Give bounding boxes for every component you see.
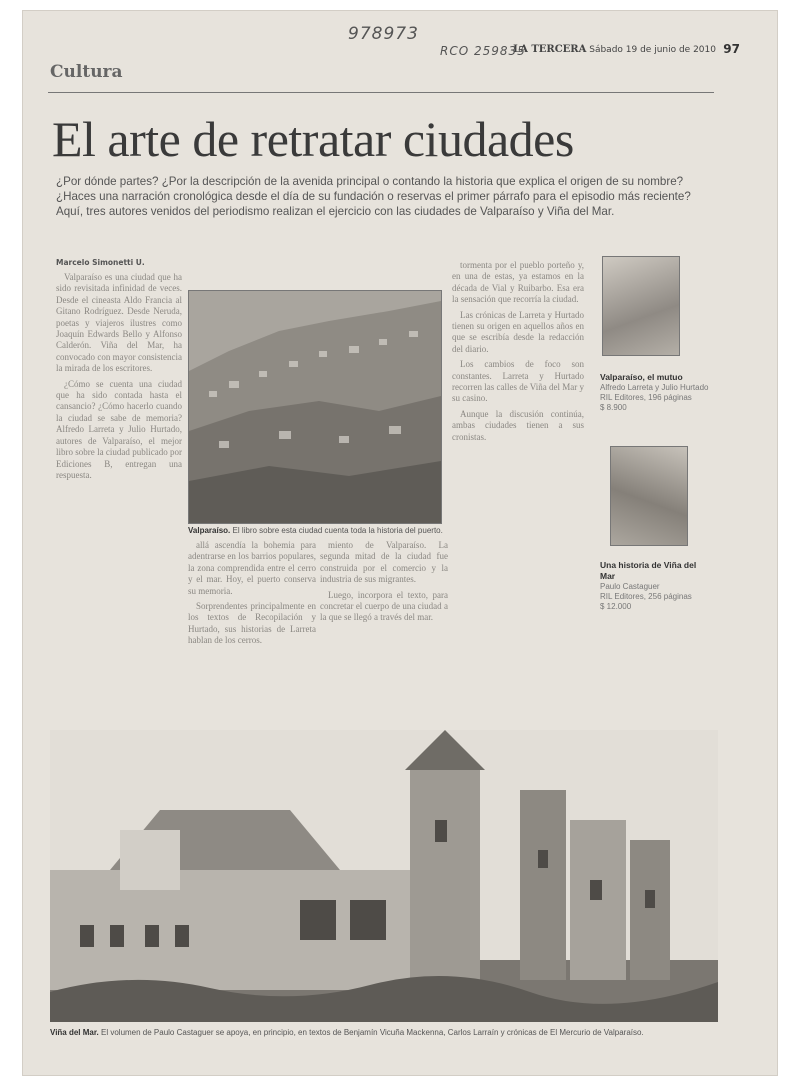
issue-date: Sábado 19 de junio de 2010: [589, 45, 716, 55]
article-column-1: [56, 272, 182, 784]
book-title: Valparaíso, el mutuo: [600, 372, 683, 382]
caption-text: El libro sobre esta ciudad cuenta toda la historia del puerto.: [232, 526, 443, 535]
paragraph: Luego, incorpora el texto, para concretar el cuerpo de una ciudad a la que se llegó a través del mar.: [320, 589, 448, 623]
valparaiso-caption: [188, 526, 446, 536]
book-detail: RIL Editores, 196 páginas: [600, 393, 692, 402]
headline: El arte de retratar ciudades: [52, 111, 574, 167]
page-number: 97: [723, 42, 740, 56]
caption-label: Viña del Mar.: [50, 1028, 99, 1037]
paragraph: Valparaíso es una ciudad que ha sido revisitada infinidad de veces. Desde el cineasta Aldo Francia al Gitano Rodríguez. Desde Neruda, poetas y viajeros ilustres como Joaquín Edwards Bello y Alfonso Calderón. Viña del Mar, ha convocado con mayor consistencia la mirada de los escritores.: [56, 272, 182, 374]
book-title: Una historia de Viña del Mar: [600, 560, 697, 581]
paragraph: Sorprendentes principalmente en los textos de Recopilación y Hurtado, sus historias de Larreta hablan de los cerros.: [188, 601, 316, 646]
section-title: Cultura: [50, 62, 123, 82]
caption-text: El volumen de Paulo Castaguer se apoya, en principio, en textos de Benjamín Vicuña Mackenna, Carlos Larraín y crónicas de El Mercurio de Valparaíso.: [101, 1028, 644, 1037]
book-price: $ 12.000: [600, 602, 632, 611]
book-detail: RIL Editores, 256 páginas: [600, 592, 692, 601]
deck-text: ¿Por dónde partes? ¿Por la descripción de la avenida principal o contando la historia que explica el origen de su nombre? ¿Haces una narración cronológica desde el día de su fundación o reservas el primer párrafo para el episodio más reciente? Aquí, tres autores venidos del periodismo realizan el ejercicio con las ciudades de Valparaíso y Viña del Mar.: [56, 175, 691, 218]
paragraph: ¿Cómo se cuenta una ciudad que ha sido contada hasta el cansancio? ¿Cómo hacerlo cuando la ciudad se sabe de memoria? Alfredo Larreta y Julio Hurtado, autores de Valparaíso, el mejor libro sobre la ciudad publicado por Ediciones B, entregan una respuesta.: [56, 378, 182, 480]
section-rule: [48, 92, 714, 93]
archive-code: RCO 259835: [440, 44, 526, 58]
paragraph: miento de Valparaíso. La segunda mitad de la ciudad fue construida por el comercio y la industria de sus migrantes.: [320, 540, 448, 585]
paragraph: Aunque la discusión continúa, ambas ciudades tienen a sus cronistas.: [452, 408, 584, 442]
book-authors: Paulo Castaguer: [600, 582, 660, 591]
book-price: $ 8.900: [600, 403, 627, 412]
caption-label: Valparaíso.: [188, 526, 231, 535]
archive-number: 978973: [348, 24, 419, 44]
castle-photo-drawing: [50, 730, 718, 1022]
book-caption-2: [600, 560, 710, 612]
byline: Marcelo Simonetti U.: [56, 258, 145, 267]
castle-photo: [50, 730, 718, 1022]
paragraph: tormenta por el pueblo porteño y, en una de estas, ya estamos en la década de Vial y Ruibarbo. Esa era la sensación que recorría la ciudad.: [452, 260, 584, 305]
article-column-2: [188, 540, 316, 740]
valparaiso-photo-drawing: [189, 291, 441, 523]
castle-caption: [50, 1028, 720, 1037]
book-cover-vina: [610, 446, 688, 546]
paragraph: Las crónicas de Larreta y Hurtado tienen su origen en aquellos años en que se escribía desde la redacción del diario.: [452, 309, 584, 354]
paragraph: Los cambios de foco son constantes. Larreta y Hurtado recorren las calles de Viña del Mar y su casino.: [452, 359, 584, 404]
book-cover-valparaiso: [602, 256, 680, 356]
article-column-4: [452, 260, 584, 790]
book-authors: Alfredo Larreta y Julio Hurtado: [600, 383, 709, 392]
valparaiso-photo: [188, 290, 442, 524]
paragraph: allá ascendía la bohemia para adentrarse en los barrios populares, la zona comprendida entre el cerro y el mar. Hoy, el puerto conserva su memoria.: [188, 540, 316, 596]
paper-name: LA TERCERA: [513, 44, 587, 55]
masthead: [513, 44, 716, 55]
book-caption-1: [600, 372, 710, 413]
